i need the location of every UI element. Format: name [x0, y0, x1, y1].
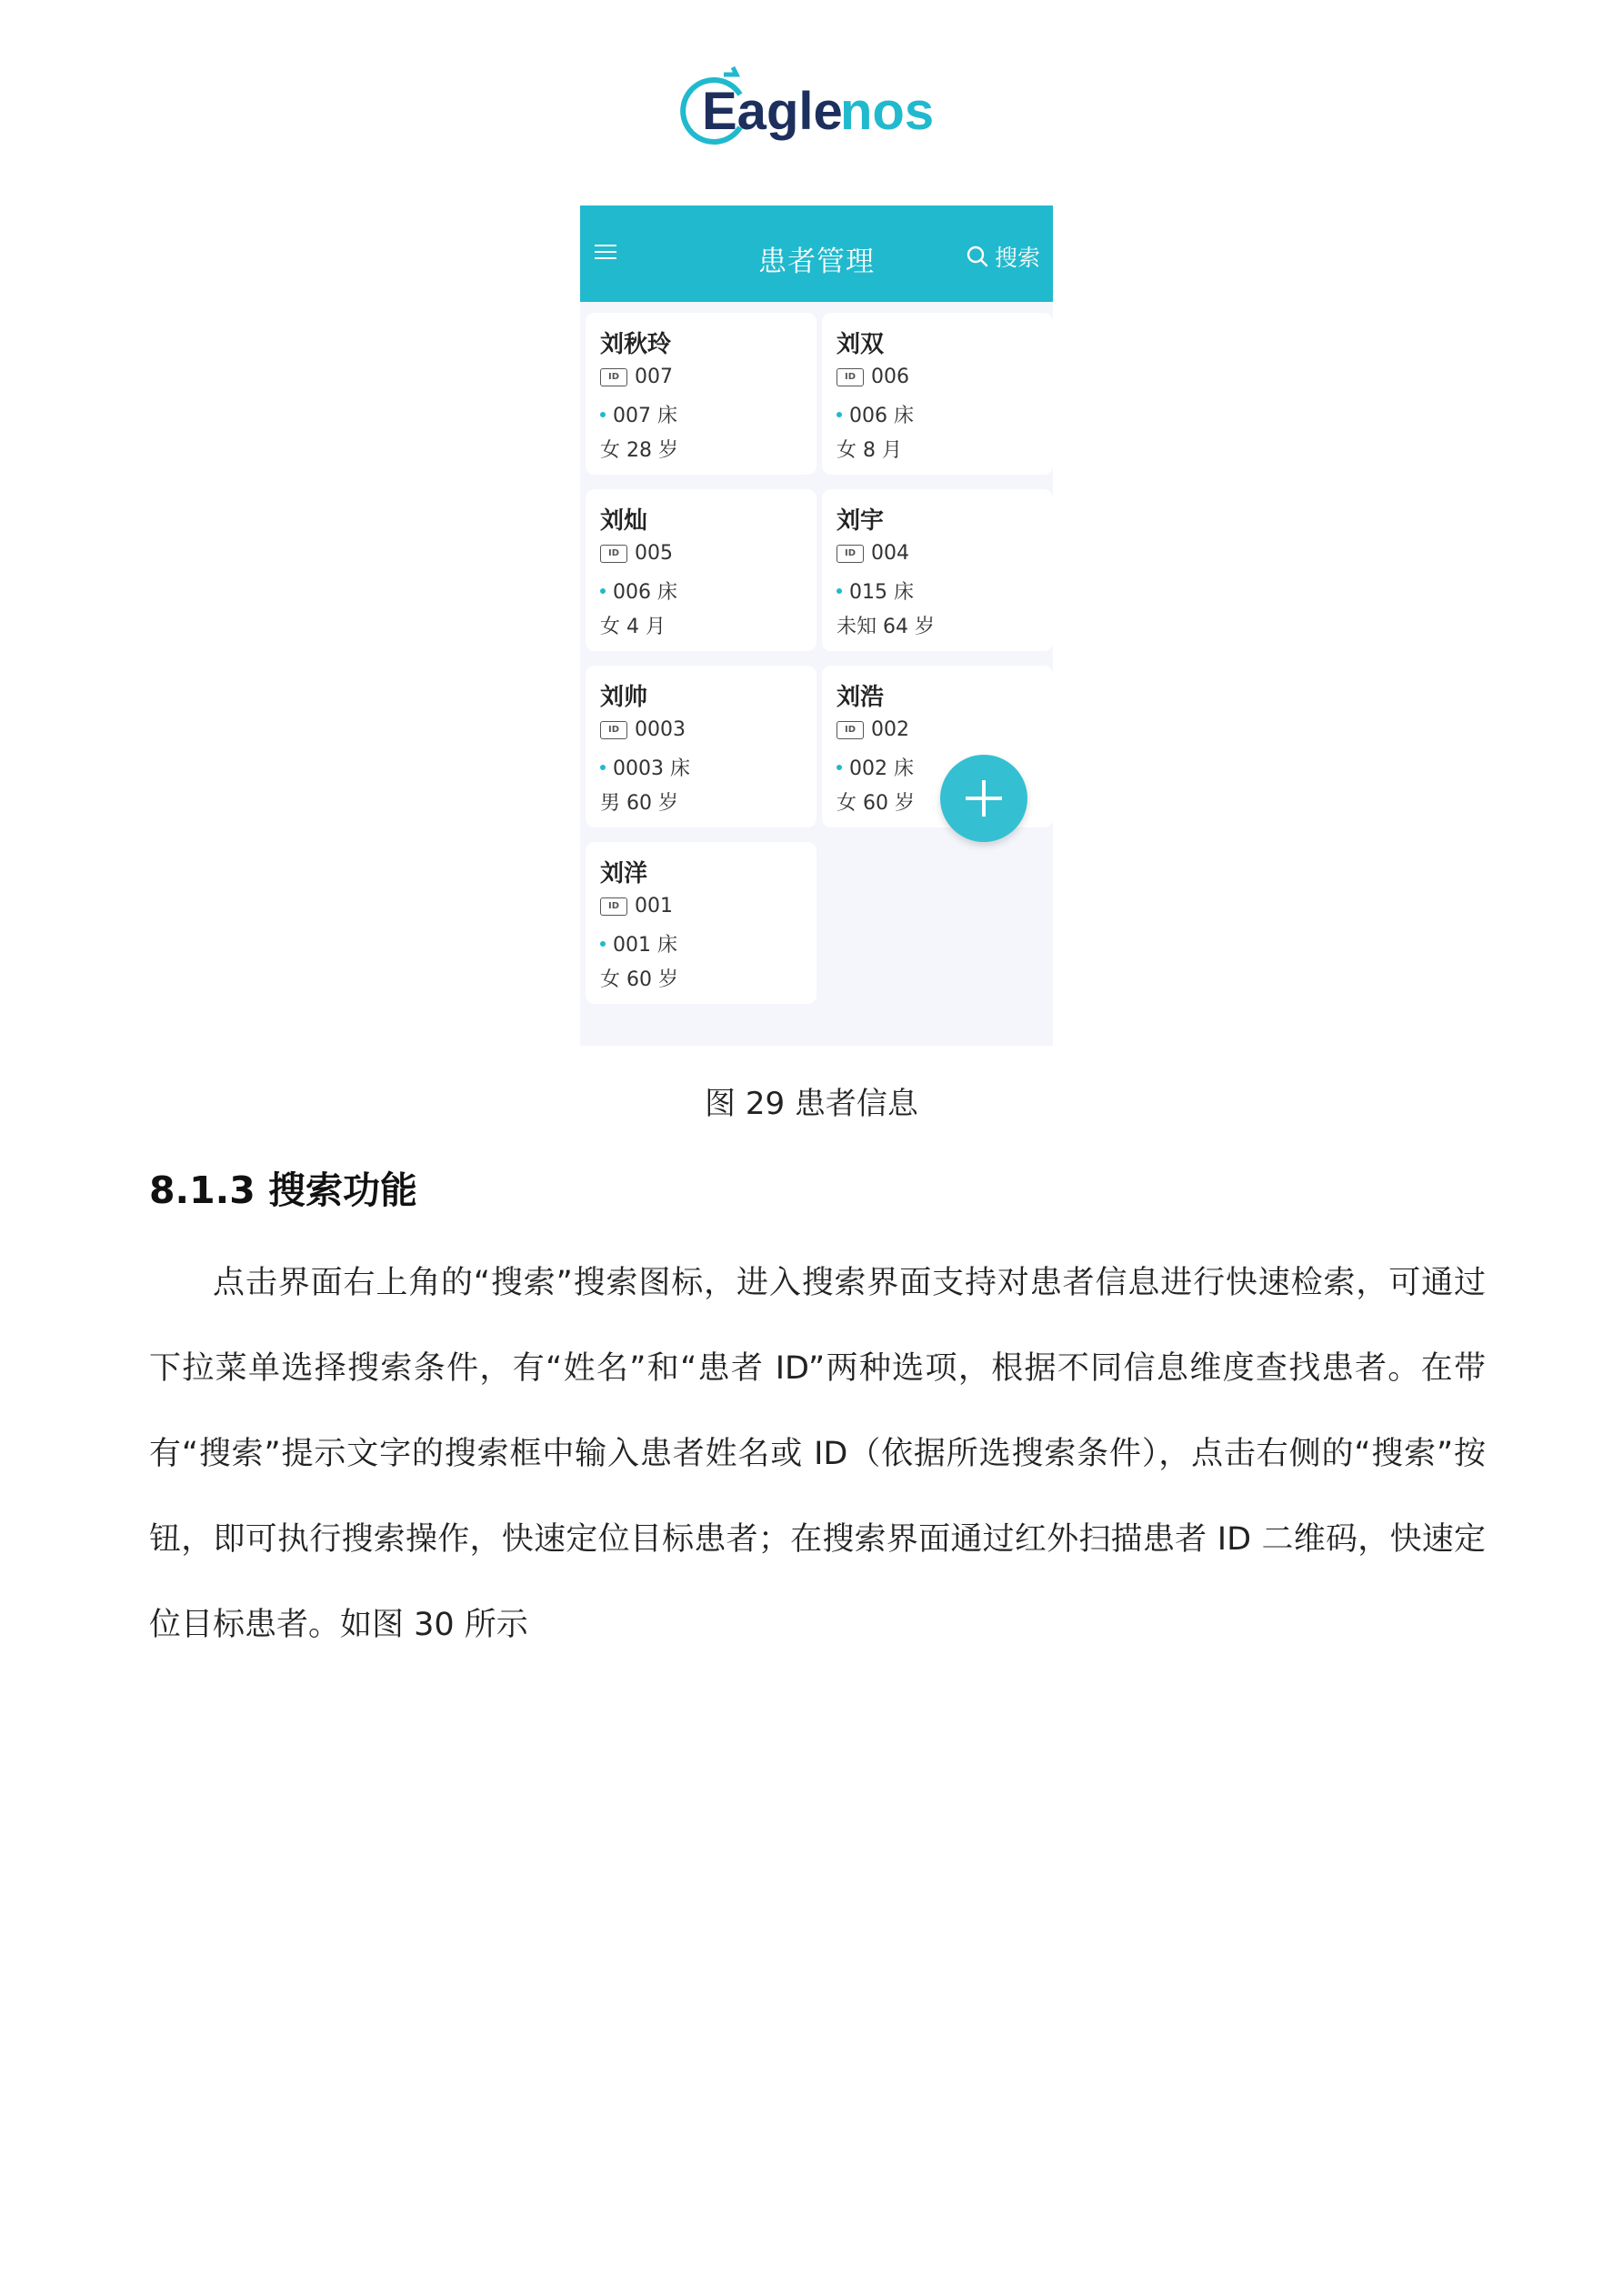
- body-paragraph: 点击界面右上角的“搜索”搜索图标，进入搜索界面支持对患者信息进行快速检索，可通过下拉菜单选择搜索条件，有“姓名”和“患者 ID”两种选项，根据不同信息维度查找患者。在带有“搜索”提示文字的搜索框中输入患者姓名或 ID（依据所选搜索条件），点击右侧的“搜索”按钮，即可执行搜索操作，快速定位目标患者；在搜索界面通过红外扫描患者 ID 二维码，快速定位目标患者。如图 30 所示: [149, 1265, 1486, 1643]
- patient-id-row: [600, 718, 686, 741]
- bullet-dot-icon: [837, 765, 842, 770]
- bullet-dot-icon: [600, 588, 606, 594]
- patient-name: 刘灿: [600, 507, 648, 535]
- patient-id: 007: [635, 366, 673, 388]
- patient-id: 005: [635, 542, 673, 565]
- patient-info: 女 60 岁: [837, 792, 915, 815]
- patient-bed: 006 床: [613, 581, 677, 604]
- patient-bed-row: [600, 400, 677, 428]
- header-title: 患者管理: [758, 246, 875, 278]
- patient-bed-row: [600, 577, 677, 605]
- patient-name: 刘宇: [837, 507, 885, 535]
- patient-bed-row: [837, 400, 914, 428]
- patient-id-row: [837, 542, 909, 565]
- patient-bed: 002 床: [849, 757, 914, 780]
- patient-bed-row: [600, 753, 690, 781]
- id-badge-icon: ID: [600, 545, 627, 563]
- app-screenshot: [580, 206, 1053, 1046]
- patient-id: 006: [871, 366, 909, 388]
- patient-bed: 007 床: [613, 405, 677, 427]
- patient-card[interactable]: [822, 313, 1053, 475]
- patient-name: 刘洋: [600, 860, 648, 887]
- patient-info: 女 28 岁: [600, 439, 678, 462]
- patient-id-row: [600, 366, 673, 388]
- bullet-dot-icon: [837, 412, 842, 417]
- patient-bed-row: [837, 577, 914, 605]
- id-badge-icon: ID: [600, 368, 627, 386]
- id-badge-icon: ID: [600, 897, 627, 916]
- patient-bed: 001 床: [613, 934, 677, 957]
- search-label: 搜索: [994, 245, 1040, 271]
- figure-caption: 图 29 患者信息: [705, 1086, 918, 1122]
- section-heading: 8.1.3 搜索功能: [149, 1168, 418, 1212]
- id-badge-icon: ID: [837, 721, 864, 739]
- patient-info: 男 60 岁: [600, 792, 678, 815]
- id-badge-icon: ID: [837, 368, 864, 386]
- id-badge-icon: ID: [600, 721, 627, 739]
- patient-id: 004: [871, 542, 909, 565]
- logo-mark-icon: [676, 58, 949, 158]
- patient-id-row: [837, 366, 909, 388]
- patient-name: 刘双: [837, 331, 885, 358]
- patient-info: 女 8 月: [837, 439, 902, 462]
- patient-card[interactable]: [586, 313, 817, 475]
- svg-text:Eagle: Eagle: [702, 82, 843, 141]
- patient-bed: 015 床: [849, 581, 914, 604]
- patient-info: 女 4 月: [600, 616, 666, 638]
- patient-bed: 0003 床: [613, 757, 690, 780]
- patient-info: 未知 64 岁: [837, 616, 935, 638]
- add-patient-button[interactable]: [940, 755, 1027, 842]
- svg-text:nos: nos: [840, 82, 935, 141]
- search-icon: [966, 245, 989, 268]
- patient-card[interactable]: [586, 666, 817, 827]
- patient-card[interactable]: [586, 489, 817, 651]
- patient-id-row: [600, 542, 673, 565]
- id-badge-icon: ID: [837, 545, 864, 563]
- patient-id: 0003: [635, 718, 686, 741]
- patient-id-row: [600, 895, 673, 917]
- search-button[interactable]: [966, 240, 1040, 273]
- bullet-dot-icon: [600, 941, 606, 947]
- patient-card[interactable]: [586, 842, 817, 1004]
- bullet-dot-icon: [600, 765, 606, 770]
- patient-bed: 006 床: [849, 405, 914, 427]
- patient-name: 刘帅: [600, 684, 648, 711]
- patient-name: 刘浩: [837, 684, 885, 711]
- patient-bed-row: [600, 929, 677, 958]
- patient-bed-row: [837, 753, 914, 781]
- bullet-dot-icon: [600, 412, 606, 417]
- patient-name: 刘秋玲: [600, 331, 672, 358]
- patient-info: 女 60 岁: [600, 968, 678, 991]
- eaglenos-logo: [676, 58, 949, 158]
- patient-id-row: [837, 718, 909, 741]
- patient-card[interactable]: [822, 489, 1053, 651]
- bullet-dot-icon: [837, 588, 842, 594]
- patient-id: 002: [871, 718, 909, 741]
- app-header: [580, 206, 1053, 302]
- patient-id: 001: [635, 895, 673, 917]
